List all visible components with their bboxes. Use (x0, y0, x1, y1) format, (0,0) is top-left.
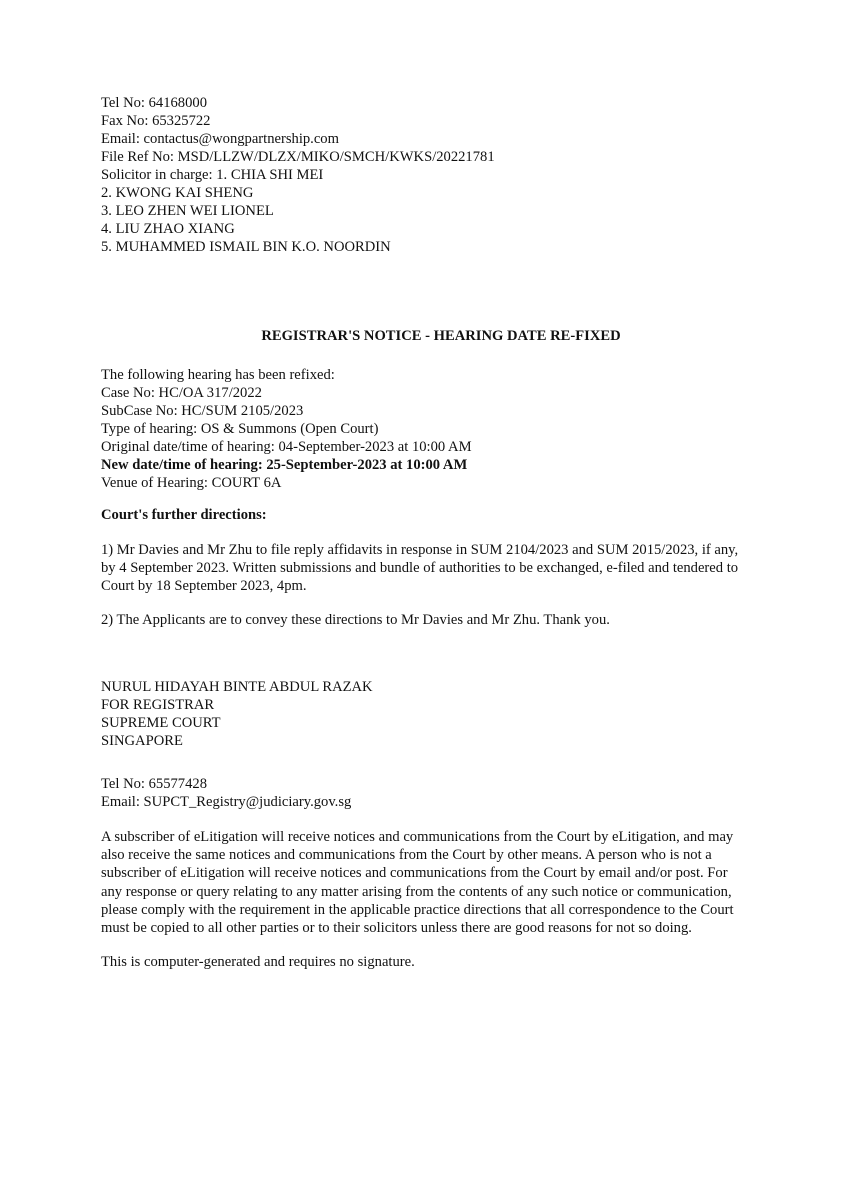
solicitor-2: 2. KWONG KAI SHENG (101, 185, 254, 201)
hearing-intro: The following hearing has been refixed: (101, 367, 335, 383)
solicitor-fax: Fax No: 65325722 (101, 113, 211, 129)
subcase-no: SubCase No: HC/SUM 2105/2023 (101, 403, 304, 419)
hearing-type: Type of hearing: OS & Summons (Open Court) (101, 421, 379, 437)
new-hearing-date: New date/time of hearing: 25-September-2023 at 10:00 AM (101, 457, 468, 473)
solicitor-4: 4. LIU ZHAO XIANG (101, 221, 235, 237)
solicitor-tel: Tel No: 64168000 (101, 95, 207, 111)
signatory-court: SUPREME COURT (101, 715, 221, 731)
solicitor-3: 3. LEO ZHEN WEI LIONEL (101, 203, 274, 219)
hearing-details (101, 366, 751, 492)
solicitor-email: Email: contactus@wongpartnership.com (101, 131, 339, 147)
directions-heading: Court's further directions: (101, 507, 267, 523)
direction-item-1: 1) Mr Davies and Mr Zhu to file reply affidavits in response in SUM 2104/2023 and SUM 2015/2023, if any, by 4 September 2023. Written submissions and bundle of authorities to be exchanged, e-filed and tendered to Court by 18 September 2023, 4pm. (101, 542, 739, 595)
registry-tel: Tel No: 65577428 (101, 776, 207, 792)
original-hearing-date: Original date/time of hearing: 04-September-2023 at 10:00 AM (101, 439, 472, 455)
signatory-block (101, 678, 751, 750)
case-no: Case No: HC/OA 317/2022 (101, 385, 262, 401)
notice-title: REGISTRAR'S NOTICE - HEARING DATE RE-FIXED (261, 328, 621, 344)
elitigation-disclaimer: A subscriber of eLitigation will receive notices and communications from the Court by eLitigation, and may also receive the same notices and communications from the Court by other means. A person who is not a subscriber of eLitigation will receive notices and communications from the Court by email and/or post. For any response or query relating to any matter arising from the contents of any such notice or communication, please comply with the requirement in the applicable practice directions that all correspondence to the Court must be copied to all other parties or to their solicitors unless there are good reasons for not so doing. (101, 829, 734, 937)
direction-item-2: 2) The Applicants are to convey these directions to Mr Davies and Mr Zhu. Thank you. (101, 612, 610, 628)
file-ref-no: File Ref No: MSD/LLZW/DLZX/MIKO/SMCH/KWKS/20221781 (101, 149, 495, 165)
solicitor-in-charge-1: Solicitor in charge: 1. CHIA SHI MEI (101, 167, 324, 183)
signatory-name: NURUL HIDAYAH BINTE ABDUL RAZAK (101, 679, 373, 695)
hearing-venue: Venue of Hearing: COURT 6A (101, 475, 282, 491)
registry-contact (101, 775, 751, 811)
signatory-role: FOR REGISTRAR (101, 697, 215, 713)
signatory-country: SINGAPORE (101, 733, 183, 749)
computer-generated-note: This is computer-generated and requires no signature. (101, 954, 415, 970)
solicitor-contact-block (101, 94, 751, 256)
solicitor-5: 5. MUHAMMED ISMAIL BIN K.O. NOORDIN (101, 239, 391, 255)
registry-email: Email: SUPCT_Registry@judiciary.gov.sg (101, 794, 352, 810)
